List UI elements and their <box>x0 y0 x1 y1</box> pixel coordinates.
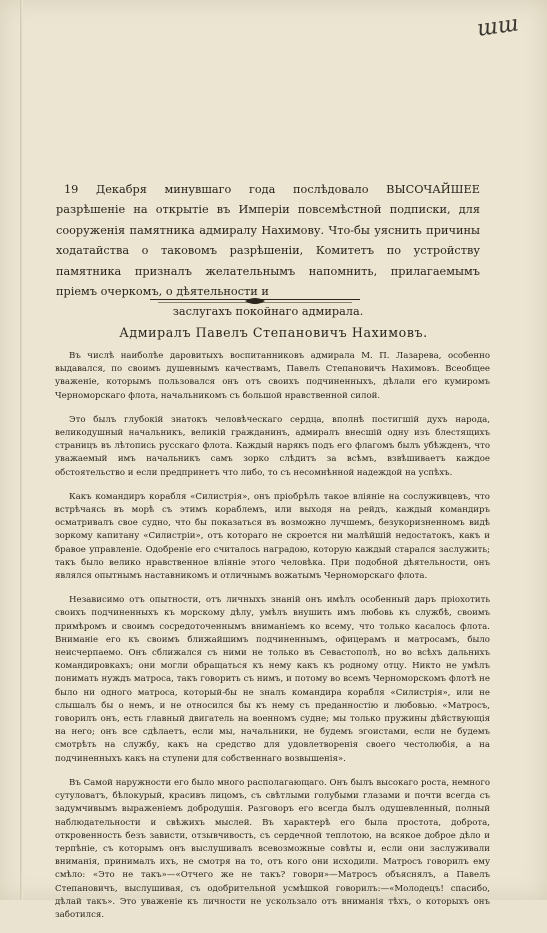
intro-last-line: заслугахъ покойнаго адмирала. <box>172 305 364 319</box>
paragraph-3: Какъ командиръ корабля «Силистрія», онъ пріобрѣлъ такое вліяніе на сослуживцевъ, что встрѣчаясь въ морѣ съ этимъ кораблемъ, или выходя на рейдъ, каждый командиръ осматривалъ свое судно, что бы показаться въ возможно лучшемъ, безукоризненномъ видѣ зоркому капитану «Силистріи», отъ котораго не скроется ни малѣйшій недостатокъ, какъ и бравое управленіе. Одобреніе его считалось наградою, которую каждый старался заслужить; такъ было велико нравственное вліяніе этого человѣка. При подобной дѣятельности, онъ являлся опытнымъ наставникомъ и отличнымъ вожатымъ Черноморскаго флота. <box>55 491 490 582</box>
handwritten-shelfmark: ɯɯ <box>475 11 521 42</box>
paragraph-5: Въ Самой наружности его было много располагающаго. Онъ былъ высокаго роста, немного сутуловатъ, бѣлокурый, красивъ лицомъ, съ свѣтлыми голубыми глазами и почти всегда съ задумчивымъ выраженіемъ добродушія. Разговоръ его всегда былъ одушевленный, полный наблюдательности и свѣжихъ мыслей. Въ характерѣ его была простота, доброта, откровенность безъ зависти, отзывчивость, съ сердечной теплотою, на всякое доброе дѣло и терпѣніе, съ которымъ онъ выслушивалъ всевозможные совѣты и, если они заслуживали вниманія, принималъ ихъ, не смотря на то, отъ кого они исходили. Матросъ говорилъ ему смѣло: «Это не такъ»—«Отчего же не такъ? говори»—Матросъ объяснялъ, а Павелъ Степановичъ, выслушивая, съ одобрительной усмѣшкой говорилъ:—«Молодецъ! спасибо, дѣлай такъ». Это уваженіе къ личности не ускользало отъ вниманія тѣхъ, о которыхъ онъ заботился. <box>55 777 490 920</box>
intro-text: 19 Декабря минувшаго года послѣдовало ВЫСОЧАЙШЕЕ разрѣшеніе на открытіе въ Имперіи повсемѣстной подписки, для сооруженія памятника адмиралу Нахимову. Что-бы уяснить причины ходатайства о таковомъ разрѣшеніи, Комитетъ по устройству памятника призналъ желательнымъ напомнить, прилагаемымъ пріемъ очеркомъ, о дѣятельности и <box>56 183 480 299</box>
binding-fold <box>20 0 23 900</box>
paragraph-2: Это былъ глубокій знатокъ человѣческаго сердца, вполнѣ постигшій духъ народа, великодушный начальникъ, великій гражданинъ, адмиралъ внесшій одну изъ блестящихъ страницъ въ лѣтопись русскаго флота. Каждый нарякъ подъ его флагомъ былъ убѣжденъ, что уважаемый имъ начальникъ самъ зорко слѣдитъ за всѣмъ, взвѣшиваетъ каждое обстоятельство и если предпринетъ что либо, то съ несомнѣнной надеждой на успѣхъ. <box>55 414 490 478</box>
paragraph-4: Независимо отъ опытности, отъ личныхъ знаній онъ имѣлъ особенный даръ пріохотить своихъ подчиненныхъ къ морскому дѣлу, умѣлъ внушить имъ любовь къ службѣ, своимъ примѣромъ и своимъ сосредоточеннымъ вниманіемъ ко всему, что только касалось флота. Вниманіе его къ своимъ ближайшимъ подчиненнымъ, офицерамъ и матросамъ, было неисчерпаемо. Онъ сближался съ ними не только въ Севастополѣ, но во всѣхъ дальнихъ командировкахъ; они могли обращаться къ нему какъ къ родному отцу. Никто не умѣлъ понимать нуждъ матроса, такъ говорить съ нимъ, и потому во всемъ Черноморскомъ флотѣ не было ни одного матроса, который-бы не зналъ командира корабля «Силистрія», или не слышалъ бы о немъ, и не относился бы къ нему съ преданностію и любовью. «Матросъ, говорилъ онъ, есть главный двигатель на военномъ судне; мы только пружины дѣйствующія на него; онъ все сдѣлаетъ, если мы, начальники, не будемъ эгоистами, если не будемъ смотрѣть на службу, какъ на средство для удовлетворенія своего честолюбія, а на подчиненныхъ какъ на ступени для собственнаго возвышенія». <box>55 595 490 764</box>
paragraph-1: Въ числѣ наиболѣе даровитыхъ воспитанниковъ адмирала М. П. Лазарева, особенно выдавался, по своимъ душевнымъ качествамъ, Павелъ Степановичъ Нахимовъ. Всеобщее уваженіе, которымъ пользовался онъ отъ своихъ подчиненныхъ, дѣлали его кумиромъ Черноморскаго флота, начальникомъ съ большой нравственной силой. <box>55 351 490 401</box>
article-body <box>55 350 490 933</box>
ornamental-divider <box>150 294 360 308</box>
article-title: Адмиралъ Павелъ Степановичъ Нахимовъ. <box>119 325 428 340</box>
